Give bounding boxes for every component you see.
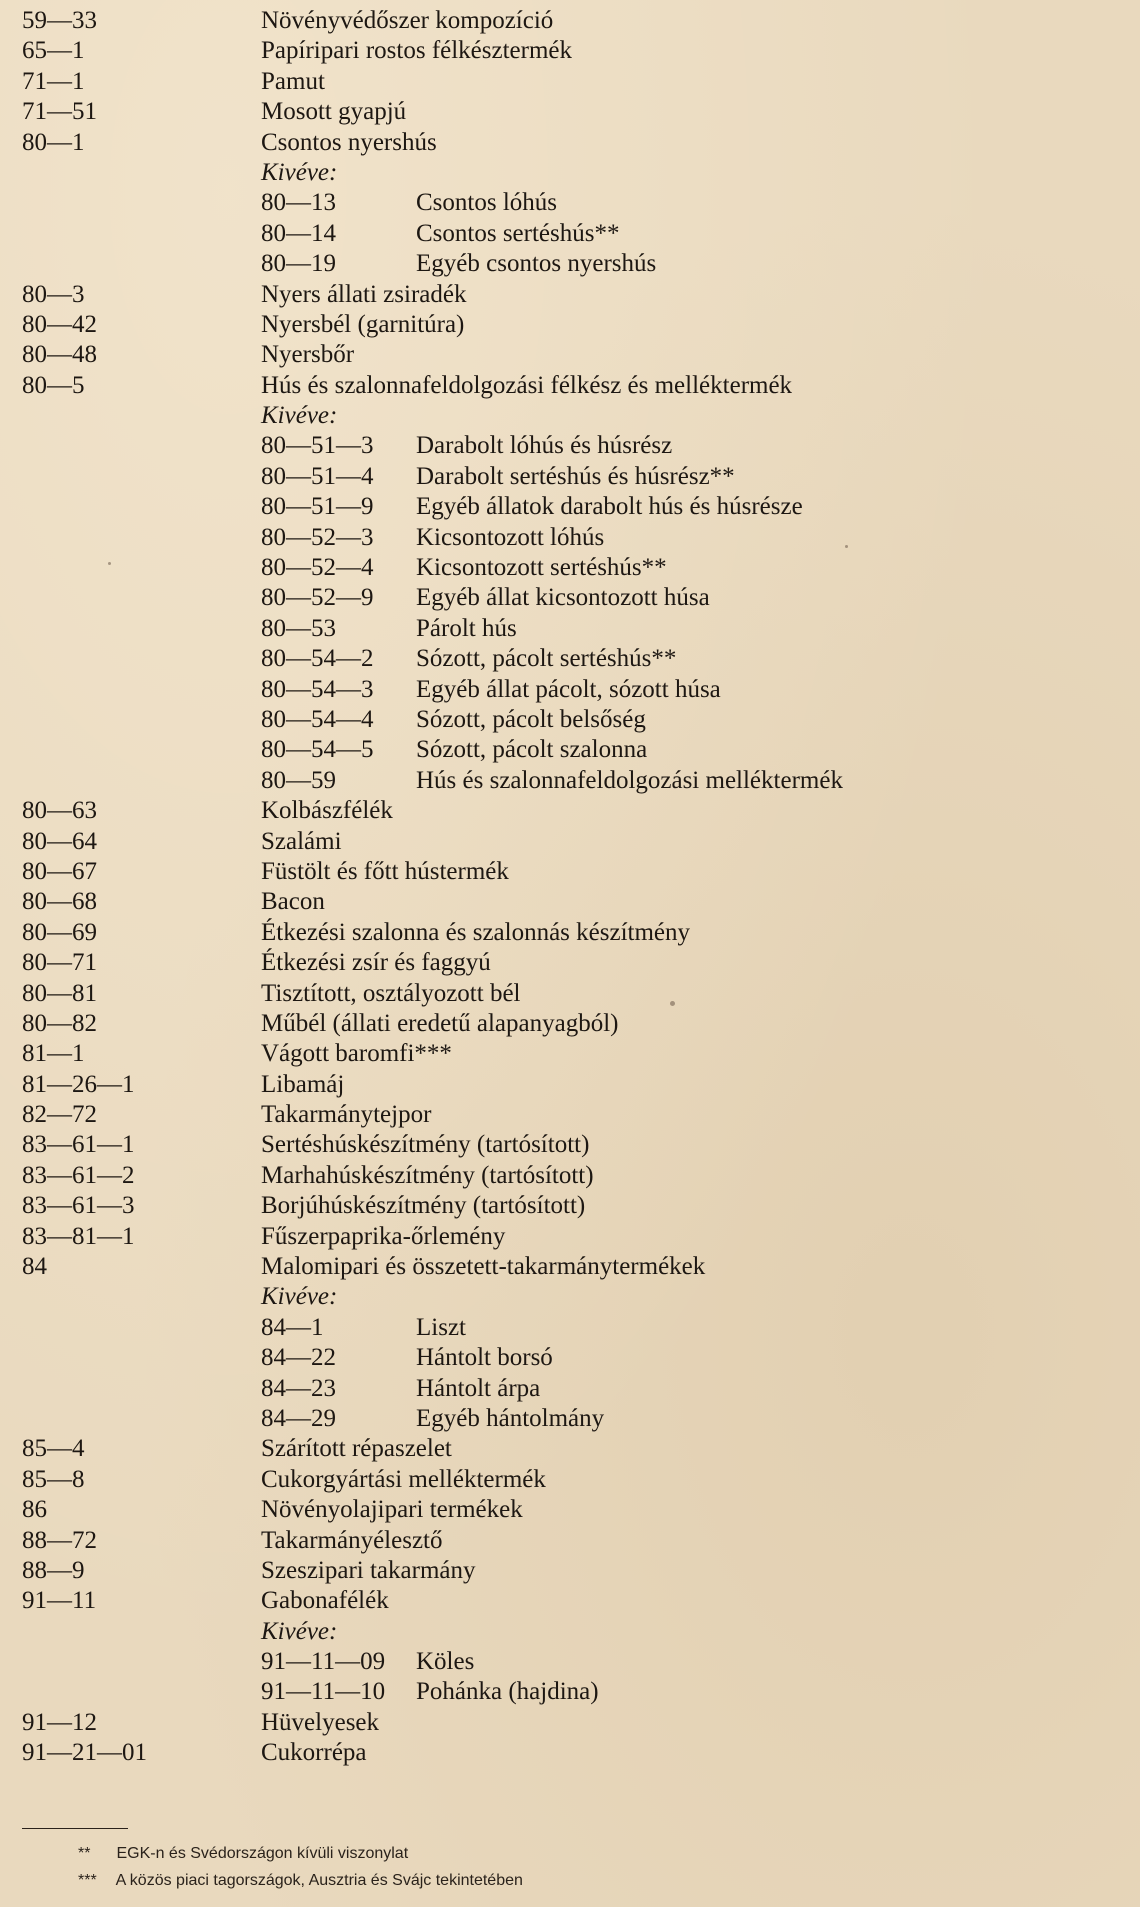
sub-item-description: Egyéb csontos nyershús bbox=[416, 250, 657, 278]
sub-list-item bbox=[0, 523, 1140, 553]
sub-list-item bbox=[0, 462, 1140, 492]
item-description: Pamut bbox=[261, 67, 325, 95]
item-description: Vágott baromfi*** bbox=[261, 1040, 452, 1068]
item-code: 83—61—1 bbox=[22, 1131, 135, 1159]
item-description: Étkezési szalonna és szalonnás készítmény bbox=[261, 918, 691, 946]
footnote-text: A közös piaci tagországok, Ausztria és Svájc tekintetében bbox=[115, 1872, 523, 1889]
list-item bbox=[0, 1222, 1140, 1252]
item-description: Füstölt és főtt hústermék bbox=[261, 857, 509, 885]
item-description: Műbél (állati eredetű alapanyagból) bbox=[261, 1009, 619, 1037]
item-code: 80—63 bbox=[22, 797, 97, 825]
sub-item-code: 80—59 bbox=[261, 766, 336, 794]
sub-item-description: Darabolt lóhús és húsrész bbox=[416, 432, 673, 460]
sub-item-description: Kicsontozott sertéshús** bbox=[416, 554, 667, 582]
item-code: 84 bbox=[22, 1253, 47, 1281]
list-item bbox=[0, 1009, 1140, 1039]
print-speck bbox=[670, 1001, 675, 1006]
list-item bbox=[0, 1070, 1140, 1100]
sub-item-code: 80—54—3 bbox=[261, 675, 374, 703]
footnote-mark: ** bbox=[78, 1845, 91, 1862]
footnote bbox=[78, 1840, 523, 1867]
sub-item-code: 91—11—09 bbox=[261, 1648, 386, 1676]
sub-list-item bbox=[0, 614, 1140, 644]
exception-heading bbox=[0, 1282, 1140, 1312]
sub-item-code: 91—11—10 bbox=[261, 1678, 386, 1706]
item-description: Kolbászfélék bbox=[261, 797, 393, 825]
item-description: Nyers állati zsiradék bbox=[261, 280, 467, 308]
item-description: Nyersbőr bbox=[261, 341, 355, 369]
sub-item-description: Hántolt borsó bbox=[416, 1344, 553, 1372]
item-code: 80—71 bbox=[22, 949, 97, 977]
sub-item-description: Sózott, pácolt belsőség bbox=[416, 705, 646, 733]
item-code: 88—72 bbox=[22, 1526, 97, 1554]
product-list bbox=[0, 6, 1140, 1769]
exception-label: Kivéve: bbox=[261, 1617, 338, 1645]
item-code: 83—61—2 bbox=[22, 1161, 135, 1189]
sub-item-description: Köles bbox=[416, 1648, 475, 1676]
item-description: Cukorrépa bbox=[261, 1739, 367, 1767]
sub-item-code: 80—53 bbox=[261, 614, 336, 642]
sub-item-code: 80—19 bbox=[261, 250, 336, 278]
item-code: 80—82 bbox=[22, 1009, 97, 1037]
item-code: 81—1 bbox=[22, 1040, 85, 1068]
item-description: Hús és szalonnafeldolgozási félkész és melléktermék bbox=[261, 371, 793, 399]
item-code: 88—9 bbox=[22, 1556, 85, 1584]
list-item bbox=[0, 1586, 1140, 1616]
footnote-text: EGK-n és Svédországon kívüli viszonylat bbox=[116, 1845, 409, 1862]
exception-heading bbox=[0, 1617, 1140, 1647]
sub-item-description: Hántolt árpa bbox=[416, 1374, 541, 1402]
list-item bbox=[0, 948, 1140, 978]
list-item bbox=[0, 796, 1140, 826]
sub-list-item bbox=[0, 583, 1140, 613]
sub-item-description: Kicsontozott lóhús bbox=[416, 523, 605, 551]
item-code: 80—67 bbox=[22, 857, 97, 885]
sub-item-description: Liszt bbox=[416, 1313, 466, 1341]
list-item bbox=[0, 918, 1140, 948]
list-item bbox=[0, 310, 1140, 340]
list-item bbox=[0, 887, 1140, 917]
item-code: 80—3 bbox=[22, 280, 85, 308]
item-description: Takarmánytejpor bbox=[261, 1101, 432, 1129]
sub-list-item bbox=[0, 188, 1140, 218]
list-item bbox=[0, 979, 1140, 1009]
list-item bbox=[0, 1556, 1140, 1586]
item-description: Mosott gyapjú bbox=[261, 98, 407, 126]
sub-item-description: Darabolt sertéshús és húsrész** bbox=[416, 462, 735, 490]
list-item bbox=[0, 1526, 1140, 1556]
sub-list-item bbox=[0, 553, 1140, 583]
item-description: Szárított répaszelet bbox=[261, 1435, 452, 1463]
footnote-rule bbox=[22, 1828, 128, 1829]
list-item bbox=[0, 128, 1140, 158]
sub-list-item bbox=[0, 766, 1140, 796]
list-item bbox=[0, 280, 1140, 310]
sub-list-item bbox=[0, 1374, 1140, 1404]
item-code: 71—51 bbox=[22, 98, 97, 126]
sub-item-code: 84—1 bbox=[261, 1313, 324, 1341]
item-description: Szalámi bbox=[261, 827, 342, 855]
sub-list-item bbox=[0, 644, 1140, 674]
item-description: Hüvelyesek bbox=[261, 1708, 380, 1736]
item-code: 83—61—3 bbox=[22, 1192, 135, 1220]
list-item bbox=[0, 1161, 1140, 1191]
footnote bbox=[78, 1867, 523, 1894]
item-code: 85—8 bbox=[22, 1465, 85, 1493]
sub-item-code: 80—52—9 bbox=[261, 584, 374, 612]
item-description: Sertéshúskészítmény (tartósított) bbox=[261, 1131, 590, 1159]
item-code: 59—33 bbox=[22, 7, 97, 34]
item-description: Bacon bbox=[261, 888, 325, 916]
sub-list-item bbox=[0, 1343, 1140, 1373]
item-code: 81—26—1 bbox=[22, 1070, 135, 1098]
item-description: Malomipari és összetett-takarmánytermékek bbox=[261, 1253, 706, 1281]
sub-item-code: 80—54—5 bbox=[261, 736, 374, 764]
exception-label: Kivéve: bbox=[261, 158, 338, 186]
item-description: Gabonafélék bbox=[261, 1587, 389, 1615]
footnotes bbox=[78, 1840, 523, 1894]
exception-heading bbox=[0, 401, 1140, 431]
sub-list-item bbox=[0, 1677, 1140, 1707]
sub-item-description: Hús és szalonnafeldolgozási melléktermék bbox=[416, 766, 843, 794]
sub-item-description: Sózott, pácolt szalonna bbox=[416, 736, 648, 764]
print-speck bbox=[108, 562, 111, 565]
item-code: 82—72 bbox=[22, 1101, 97, 1129]
list-item bbox=[0, 371, 1140, 401]
sub-item-description: Egyéb állatok darabolt hús és húsrésze bbox=[416, 493, 803, 521]
item-description: Libamáj bbox=[261, 1070, 345, 1098]
item-code: 80—48 bbox=[22, 341, 97, 369]
item-description: Növényolajipari termékek bbox=[261, 1496, 523, 1524]
list-item bbox=[0, 827, 1140, 857]
sub-item-description: Egyéb hántolmány bbox=[416, 1404, 605, 1432]
sub-list-item bbox=[0, 1313, 1140, 1343]
sub-list-item bbox=[0, 219, 1140, 249]
sub-item-code: 84—29 bbox=[261, 1404, 336, 1432]
list-item bbox=[0, 1495, 1140, 1525]
item-description: Étkezési zsír és faggyú bbox=[261, 949, 491, 977]
item-description: Papíripari rostos félkésztermék bbox=[261, 37, 573, 65]
sub-item-code: 84—23 bbox=[261, 1374, 336, 1402]
exception-heading bbox=[0, 158, 1140, 188]
item-code: 85—4 bbox=[22, 1435, 85, 1463]
item-code: 86 bbox=[22, 1496, 47, 1524]
sub-item-code: 84—22 bbox=[261, 1344, 336, 1372]
item-code: 80—81 bbox=[22, 979, 97, 1007]
list-item bbox=[0, 1039, 1140, 1069]
item-code: 91—12 bbox=[22, 1708, 97, 1736]
list-item bbox=[0, 67, 1140, 97]
item-code: 91—21—01 bbox=[22, 1739, 147, 1767]
list-item bbox=[0, 1252, 1140, 1282]
list-item bbox=[0, 1191, 1140, 1221]
sub-item-code: 80—52—4 bbox=[261, 554, 374, 582]
sub-item-description: Pohánka (hajdina) bbox=[416, 1678, 599, 1706]
list-item bbox=[0, 340, 1140, 370]
item-code: 65—1 bbox=[22, 37, 85, 65]
sub-list-item bbox=[0, 675, 1140, 705]
exception-label: Kivéve: bbox=[261, 1283, 338, 1311]
item-code: 91—11 bbox=[22, 1587, 97, 1615]
item-code: 80—64 bbox=[22, 827, 97, 855]
sub-item-description: Csontos lóhús bbox=[416, 189, 558, 217]
item-description: Nyersbél (garnitúra) bbox=[261, 310, 465, 338]
item-code: 80—69 bbox=[22, 918, 97, 946]
item-description: Csontos nyershús bbox=[261, 128, 437, 156]
list-item bbox=[0, 97, 1140, 127]
list-item bbox=[0, 1130, 1140, 1160]
item-description: Marhahúskészítmény (tartósított) bbox=[261, 1161, 594, 1189]
item-description: Borjúhúskészítmény (tartósított) bbox=[261, 1192, 586, 1220]
item-description: Szeszipari takarmány bbox=[261, 1556, 476, 1584]
item-code: 80—1 bbox=[22, 128, 85, 156]
item-description: Takarmányélesztő bbox=[261, 1526, 443, 1554]
sub-item-code: 80—51—3 bbox=[261, 432, 374, 460]
list-item bbox=[0, 1434, 1140, 1464]
list-item bbox=[0, 1738, 1140, 1768]
footnote-mark: *** bbox=[78, 1872, 97, 1889]
sub-item-code: 80—54—4 bbox=[261, 705, 374, 733]
item-code: 80—42 bbox=[22, 310, 97, 338]
sub-item-description: Párolt hús bbox=[416, 614, 517, 642]
exception-label: Kivéve: bbox=[261, 402, 338, 430]
item-code: 71—1 bbox=[22, 67, 85, 95]
sub-item-description: Sózott, pácolt sertéshús** bbox=[416, 645, 677, 673]
item-description: Tisztított, osztályozott bél bbox=[261, 979, 521, 1007]
item-code: 80—5 bbox=[22, 371, 85, 399]
print-speck bbox=[845, 545, 848, 548]
sub-item-code: 80—51—4 bbox=[261, 462, 374, 490]
list-item bbox=[0, 6, 1140, 36]
sub-list-item bbox=[0, 1404, 1140, 1434]
sub-item-description: Egyéb állat pácolt, sózott húsa bbox=[416, 675, 721, 703]
list-item bbox=[0, 1708, 1140, 1738]
sub-item-code: 80—14 bbox=[261, 219, 336, 247]
sub-item-code: 80—54—2 bbox=[261, 645, 374, 673]
item-description: Növényvédőszer kompozíció bbox=[261, 7, 554, 34]
sub-list-item bbox=[0, 735, 1140, 765]
item-code: 80—68 bbox=[22, 888, 97, 916]
sub-list-item bbox=[0, 431, 1140, 461]
list-item bbox=[0, 1465, 1140, 1495]
sub-item-description: Egyéb állat kicsontozott húsa bbox=[416, 584, 710, 612]
sub-list-item bbox=[0, 1647, 1140, 1677]
list-item bbox=[0, 857, 1140, 887]
sub-list-item bbox=[0, 705, 1140, 735]
sub-list-item bbox=[0, 249, 1140, 279]
list-item bbox=[0, 36, 1140, 66]
sub-item-description: Csontos sertéshús** bbox=[416, 219, 620, 247]
item-description: Fűszerpaprika-őrlemény bbox=[261, 1222, 506, 1250]
item-code: 83—81—1 bbox=[22, 1222, 135, 1250]
sub-item-code: 80—51—9 bbox=[261, 493, 374, 521]
sub-item-code: 80—52—3 bbox=[261, 523, 374, 551]
item-description: Cukorgyártási melléktermék bbox=[261, 1465, 546, 1493]
sub-list-item bbox=[0, 492, 1140, 522]
sub-item-code: 80—13 bbox=[261, 189, 336, 217]
list-item bbox=[0, 1100, 1140, 1130]
